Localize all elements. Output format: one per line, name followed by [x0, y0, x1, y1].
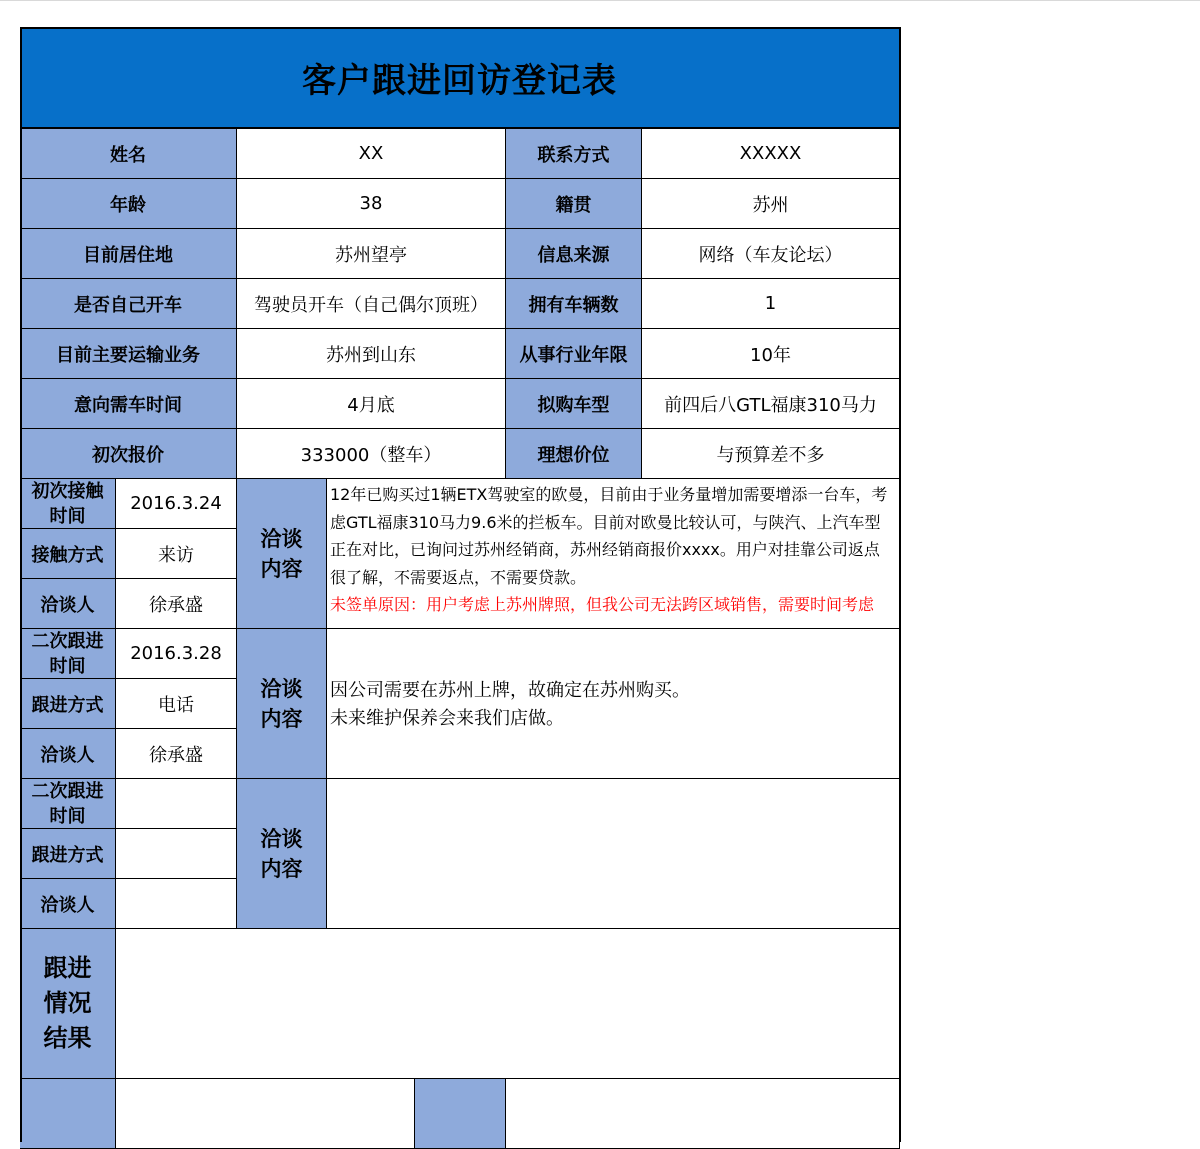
- follow-up-result-value[interactable]: [116, 929, 900, 1079]
- info-label-left: 意向需车时间: [20, 379, 237, 429]
- info-label-right: 从事行业年限: [506, 329, 642, 379]
- negotiation-content-text[interactable]: [327, 779, 900, 929]
- info-label-left: 年龄: [20, 179, 237, 229]
- negotiator-value[interactable]: 徐承盛: [116, 729, 237, 779]
- negotiator-value[interactable]: 徐承盛: [116, 579, 237, 629]
- info-value-left[interactable]: 333000（整车）: [237, 429, 506, 479]
- info-label-left: 姓名: [20, 129, 237, 179]
- negotiator-value[interactable]: [116, 879, 237, 929]
- info-label-right: 联系方式: [506, 129, 642, 179]
- form-title: 客户跟进回访登记表: [20, 27, 900, 129]
- contact-time-label: 初次接触 时间: [20, 479, 116, 529]
- info-label-right: 拥有车辆数: [506, 279, 642, 329]
- negotiation-content-text[interactable]: [327, 629, 900, 779]
- info-label-left: 目前主要运输业务: [20, 329, 237, 379]
- contact-time-label: 二次跟进 时间: [20, 779, 116, 829]
- content-line: 12年已购买过1辆ETX驾驶室的欧曼，目前由于业务量增加需要增添一台车，考: [330, 485, 888, 504]
- info-value-right[interactable]: 10年: [642, 329, 900, 379]
- negotiator-label: 洽谈人: [20, 579, 116, 629]
- info-value-right[interactable]: XXXXX: [642, 129, 900, 179]
- negotiation-content-body: [330, 481, 887, 619]
- negotiation-content-label: 洽谈 内容: [237, 779, 327, 929]
- content-line: 虑GTL福康310马力9.6米的拦板车。目前对欧曼比较认可，与陕汽、上汽车型: [330, 512, 881, 532]
- info-label-right: 理想价位: [506, 429, 642, 479]
- info-label-right: 籍贯: [506, 179, 642, 229]
- contact-method-label: 跟进方式: [20, 679, 116, 729]
- contact-time-value[interactable]: 2016.3.24: [116, 479, 237, 529]
- info-value-left[interactable]: 4月底: [237, 379, 506, 429]
- negotiation-content-text[interactable]: [327, 479, 900, 629]
- contact-time-label: 二次跟进 时间: [20, 629, 116, 679]
- content-line: 很了解，不需要返点，不需要贷款。: [330, 567, 587, 587]
- info-value-left[interactable]: 苏州到山东: [237, 329, 506, 379]
- info-label-left: 是否自己开车: [20, 279, 237, 329]
- info-value-left[interactable]: 38: [237, 179, 506, 229]
- info-label-left: 目前居住地: [20, 229, 237, 279]
- contact-time-value[interactable]: 2016.3.28: [116, 629, 237, 679]
- info-value-right[interactable]: 苏州: [642, 179, 900, 229]
- info-value-right[interactable]: 1: [642, 279, 900, 329]
- contact-method-value[interactable]: 来访: [116, 529, 237, 579]
- negotiator-label: 洽谈人: [20, 729, 116, 779]
- negotiator-label: 洽谈人: [20, 879, 116, 929]
- content-line: 正在对比，已询问过苏州经销商，苏州经销商报价xxxx。用户对挂靠公司返点: [330, 540, 880, 559]
- contact-method-value[interactable]: 电话: [116, 679, 237, 729]
- info-label-left: 初次报价: [20, 429, 237, 479]
- negotiation-content-body: [330, 677, 690, 733]
- bottom-value-1[interactable]: [116, 1079, 415, 1149]
- negotiation-content-label: 洽谈 内容: [237, 629, 327, 779]
- bottom-value-2[interactable]: [506, 1079, 900, 1149]
- info-value-left[interactable]: 驾驶员开车（自己偶尔顶班）: [237, 279, 506, 329]
- follow-up-result-label: 跟进 情况 结果: [20, 929, 116, 1079]
- info-value-right[interactable]: 前四后八GTL福康310马力: [642, 379, 900, 429]
- info-label-right: 信息来源: [506, 229, 642, 279]
- info-value-left[interactable]: 苏州望亭: [237, 229, 506, 279]
- contact-method-label: 接触方式: [20, 529, 116, 579]
- info-value-right[interactable]: 与预算差不多: [642, 429, 900, 479]
- contact-method-label: 跟进方式: [20, 829, 116, 879]
- bottom-label-1: [20, 1079, 116, 1149]
- bottom-label-2: [415, 1079, 506, 1149]
- unsigned-reason-note: 未签单原因：用户考虑上苏州牌照，但我公司无法跨区域销售，需要时间考虑: [330, 595, 875, 614]
- negotiation-content-label: 洽谈 内容: [237, 479, 327, 629]
- contact-method-value[interactable]: [116, 829, 237, 879]
- info-value-right[interactable]: 网络（车友论坛）: [642, 229, 900, 279]
- content-line: 未来维护保养会来我们店做。: [330, 707, 564, 729]
- info-label-right: 拟购车型: [506, 379, 642, 429]
- info-value-left[interactable]: XX: [237, 129, 506, 179]
- sheet-top-gridline: [0, 0, 1200, 1]
- content-line: 因公司需要在苏州上牌，故确定在苏州购买。: [330, 679, 690, 701]
- contact-time-value[interactable]: [116, 779, 237, 829]
